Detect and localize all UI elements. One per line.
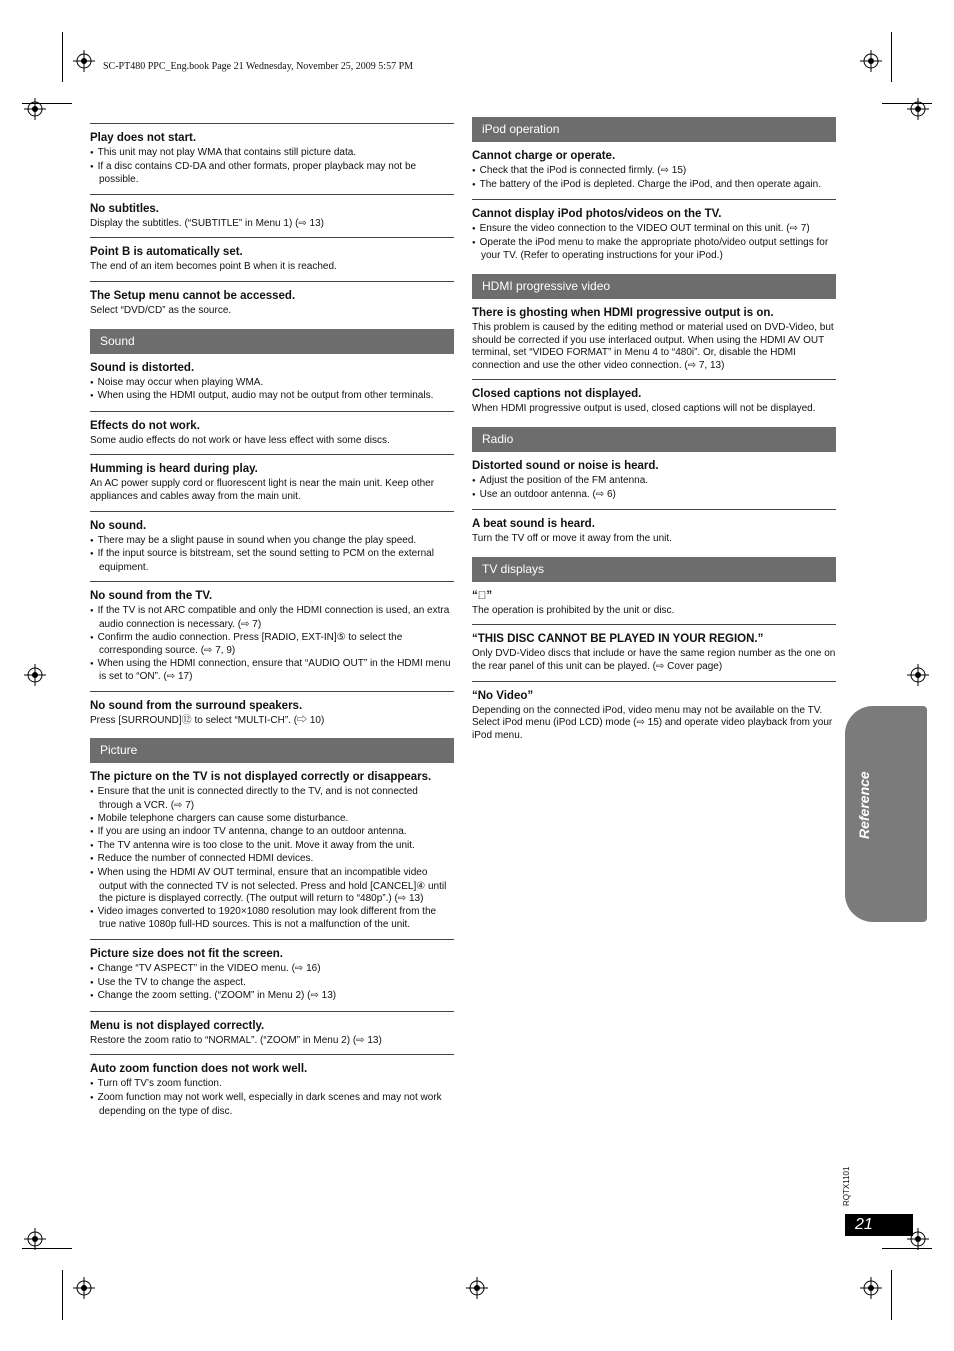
troubleshooting-entry <box>90 767 454 939</box>
troubleshooting-entry <box>472 303 836 379</box>
entry-question: Effects do not work. <box>90 419 200 432</box>
entry-bullet: ● If a disc contains CD-DA and other formats, proper playback may not be possible. <box>90 161 454 187</box>
section-header-picture: Picture <box>90 738 454 763</box>
entry-bullet-list <box>90 1078 454 1118</box>
print-header: SC-PT480 PPC_Eng.book Page 21 Wednesday, November 25, 2009 5:57 PM <box>103 61 414 72</box>
entry-question: No sound from the surround speakers. <box>90 699 303 712</box>
troubleshooting-entry <box>90 581 454 691</box>
entry-question: No subtitles. <box>90 202 160 215</box>
entry-bullet: ● Change “TV ASPECT” in the VIDEO menu. (⇨ 16) <box>90 963 454 977</box>
section-header-tv-displays: TV displays <box>472 557 836 582</box>
entry-question: Cannot display iPod photos/videos on the TV. <box>472 208 722 221</box>
troubleshooting-entry <box>90 411 454 455</box>
entry-question: Menu is not displayed correctly. <box>90 1019 265 1032</box>
entry-bullet-list <box>90 786 454 932</box>
troubleshooting-entry <box>90 454 454 510</box>
entry-bullet: ● Video images converted to 1920×1080 resolution may look different from the true native 1080p full-HD sources. This is not a malfunction of the unit. <box>90 906 454 932</box>
registration-mark-icon <box>24 664 46 686</box>
registration-mark-icon <box>466 1277 488 1299</box>
entry-answer: Select “DVD/CD” as the source. <box>90 304 232 316</box>
entry-question: No sound from the TV. <box>90 590 213 603</box>
registration-mark-icon <box>73 1277 95 1299</box>
entry-bullet: ● Mobile telephone chargers can cause some disturbance. <box>90 813 454 827</box>
registration-mark-icon <box>860 50 882 72</box>
troubleshooting-entry <box>90 194 454 238</box>
section-header-radio: Radio <box>472 427 836 452</box>
troubleshooting-entry <box>90 1054 454 1125</box>
entry-bullet: ● If you are using an indoor TV antenna, change to an outdoor antenna. <box>90 826 454 840</box>
entry-answer: Depending on the connected iPod, video menu may not be available on the TV. Select iPod menu (iPod LCD) mode (⇨ 15) and operate video playback from your iPod menu. <box>472 704 833 741</box>
entry-question: Distorted sound or noise is heard. <box>472 459 659 472</box>
entry-bullet: ● There may be a slight pause in sound when you change the play speed. <box>90 535 454 549</box>
entry-question: Humming is heard during play. <box>90 463 258 476</box>
section-header-ipod: iPod operation <box>472 117 836 142</box>
section-header-sound: Sound <box>90 329 454 354</box>
entry-bullet: ● Change the zoom setting. (“ZOOM” in Menu 2) (⇨ 13) <box>90 990 454 1004</box>
document-code: RQTX1101 <box>842 1166 851 1206</box>
entry-bullet: ● When using the HDMI AV OUT terminal, ensure that an incompatible video output with the connected TV is not selected. Press and hold [CANCEL]④ until the picture is displayed correctly. (The output will return to “480p”.) (⇨ 13) <box>90 867 454 906</box>
entry-question: “No Video” <box>472 689 534 702</box>
entry-question: Closed captions not displayed. <box>472 388 642 401</box>
entry-bullet-list <box>472 475 836 502</box>
troubleshooting-entry <box>472 681 836 750</box>
entry-answer: Only DVD-Video discs that include or have the same region number as the one on the rear panel of this unit can be played. (⇨ Cover page) <box>472 648 836 672</box>
entry-bullet: ● Adjust the position of the FM antenna. <box>472 475 836 489</box>
troubleshooting-entry <box>90 939 454 1011</box>
entry-bullet: ● When using the HDMI output, audio may not be output from other terminals. <box>90 390 454 404</box>
entry-question: Point B is automatically set. <box>90 246 243 259</box>
entry-bullet: ● Operate the iPod menu to make the appropriate photo/video output settings for your TV. (Refer to operating instructions for your iPod.) <box>472 237 836 263</box>
entry-bullet: ● This unit may not play WMA that contains still picture data. <box>90 147 454 161</box>
entry-question: “THIS DISC CANNOT BE PLAYED IN YOUR REGION.” <box>472 633 764 646</box>
troubleshooting-entry <box>472 456 836 509</box>
entry-bullet: ● Use an outdoor antenna. (⇨ 6) <box>472 489 836 503</box>
side-tab-label: Reference <box>856 771 872 839</box>
troubleshooting-entry <box>472 379 836 423</box>
entry-question: A beat sound is heard. <box>472 518 595 531</box>
left-column <box>90 123 454 1125</box>
registration-mark-icon <box>73 50 95 72</box>
troubleshooting-entry <box>472 199 836 270</box>
registration-mark-icon <box>860 1277 882 1299</box>
troubleshooting-entry <box>90 691 454 735</box>
entry-bullet-list <box>472 223 836 263</box>
entry-bullet: ● Confirm the audio connection. Press [RADIO, EXT-IN]⑤ to select the corresponding source. (⇨ 7, 9) <box>90 632 454 658</box>
entry-bullet: ● When using the HDMI connection, ensure that “AUDIO OUT” in the HDMI menu is set to “ON”. (⇨ 17) <box>90 658 454 684</box>
troubleshooting-entry <box>90 358 454 411</box>
entry-question: The picture on the TV is not displayed correctly or disappears. <box>90 771 432 784</box>
entry-answer: When HDMI progressive output is used, closed captions will not be displayed. <box>472 403 816 415</box>
registration-mark-icon <box>24 1228 46 1250</box>
troubleshooting-entry <box>90 281 454 325</box>
entry-bullet: ● The battery of the iPod is depleted. Charge the iPod, and then operate again. <box>472 179 836 193</box>
entry-question: Play does not start. <box>90 132 197 144</box>
troubleshooting-entry <box>472 509 836 553</box>
entry-bullet: ● If the input source is bitstream, set the sound setting to PCM on the external equipment. <box>90 548 454 574</box>
registration-mark-icon <box>24 98 46 120</box>
entry-bullet-list <box>472 165 836 192</box>
entry-question: Picture size does not fit the screen. <box>90 948 283 960</box>
entry-bullet: ● Use the TV to change the aspect. <box>90 977 454 991</box>
troubleshooting-entry <box>472 146 836 199</box>
entry-answer: Display the subtitles. (“SUBTITLE” in Menu 1) (⇨ 13) <box>90 217 325 229</box>
entry-bullet: ● Reduce the number of connected HDMI devices. <box>90 853 454 867</box>
troubleshooting-entry <box>90 1011 454 1055</box>
entry-answer: Press [SURROUND]⑫ to select “MULTI-CH”. (⇨ 10) <box>90 714 325 726</box>
entry-bullet-list <box>90 377 454 404</box>
entry-answer: The operation is prohibited by the unit or disc. <box>472 604 675 616</box>
troubleshooting-entry <box>90 237 454 281</box>
entry-bullet: ● Ensure the video connection to the VIDEO OUT terminal on this unit. (⇨ 7) <box>472 223 836 237</box>
entry-bullet: ● Turn off TV’s zoom function. <box>90 1078 454 1092</box>
entry-bullet: ● Ensure that the unit is connected directly to the TV, and is not connected through a VCR. (⇨ 7) <box>90 786 454 812</box>
entry-question: Cannot charge or operate. <box>472 150 616 162</box>
right-column <box>472 117 836 749</box>
troubleshooting-entry <box>472 586 836 625</box>
entry-question: There is ghosting when HDMI progressive output is on. <box>472 306 774 319</box>
page-number: 21 <box>845 1214 913 1236</box>
registration-mark-icon <box>907 98 929 120</box>
entry-answer: Turn the TV off or move it away from the unit. <box>472 533 672 545</box>
entry-bullet: ● Check that the iPod is connected firmly. (⇨ 15) <box>472 165 836 179</box>
entry-question: Sound is distorted. <box>90 361 195 374</box>
entry-answer: This problem is caused by the editing method or material used on DVD-Video, but should be corrected if you use interlaced output. When using the HDMI AV OUT terminal, set “VIDEO FORMAT” in Menu 4 to “480i”. Or, disable the HDMI connection and use the other video connection. (⇨ 7, 13) <box>472 321 834 371</box>
entry-bullet-list <box>90 147 454 187</box>
registration-mark-icon <box>907 664 929 686</box>
entry-answer: Restore the zoom ratio to “NORMAL”. (“ZOOM” in Menu 2) (⇨ 13) <box>90 1034 382 1046</box>
entry-answer: An AC power supply cord or fluorescent light is near the main unit. Keep other appliances and cables away from the main unit. <box>90 478 435 502</box>
troubleshooting-entry <box>90 123 454 194</box>
entry-bullet-list <box>90 605 454 684</box>
entry-answer: The end of an item becomes point B when it is reached. <box>90 261 337 273</box>
section-header-hdmi: HDMI progressive video <box>472 274 836 299</box>
entry-bullet-list <box>90 963 454 1004</box>
entry-bullet: ● The TV antenna wire is too close to the unit. Move it away from the unit. <box>90 840 454 854</box>
entry-bullet: ● If the TV is not ARC compatible and only the HDMI connection is used, an extra audio connection is necessary. (⇨ 7) <box>90 605 454 631</box>
entry-question: Auto zoom function does not work well. <box>90 1063 308 1076</box>
entry-question: “⃠” <box>472 589 493 602</box>
troubleshooting-entry <box>472 624 836 680</box>
entry-answer: Some audio effects do not work or have less effect with some discs. <box>90 434 390 446</box>
entry-bullet: ● Zoom function may not work well, especially in dark scenes and may not work depending on the type of disc. <box>90 1092 454 1118</box>
entry-question: No sound. <box>90 519 147 532</box>
entry-bullet: ● Noise may occur when playing WMA. <box>90 377 454 391</box>
entry-question: The Setup menu cannot be accessed. <box>90 289 296 302</box>
troubleshooting-entry <box>90 511 454 582</box>
entry-bullet-list <box>90 535 454 575</box>
